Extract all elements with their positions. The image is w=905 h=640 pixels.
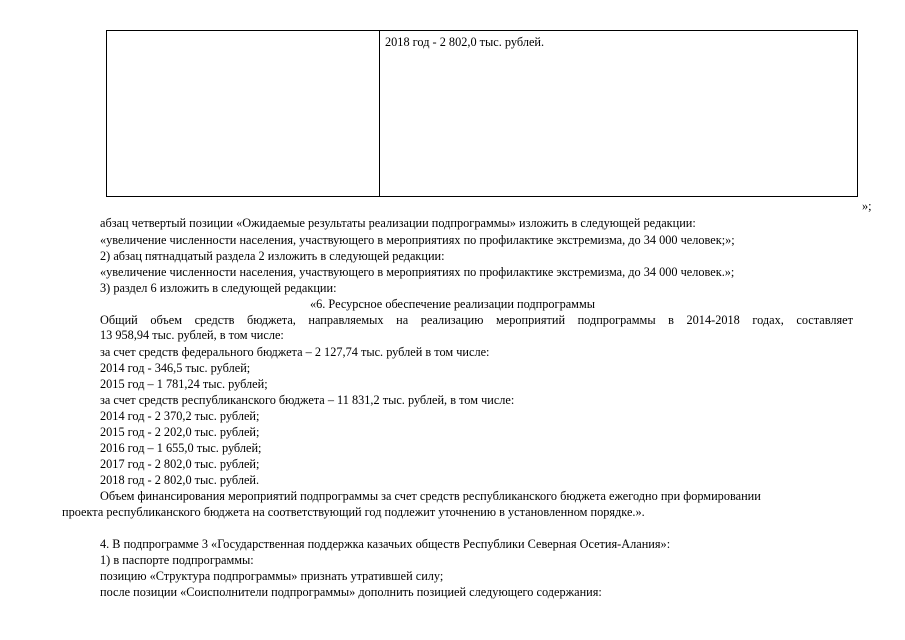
paragraph-line: проекта республиканского бюджета на соответствующий год подлежит уточнению в установленном порядке.».: [62, 505, 645, 519]
text-line: 4. В подпрограмме 3 «Государственная поддержка казачьих обществ Республики Северная Осетия-Алания»:: [100, 537, 671, 551]
text-line: 1) в паспорте подпрограммы:: [100, 553, 254, 567]
paragraph-line: Общий объем средств бюджета, направляемых на реализацию мероприятий подпрограммы в 2014-2018 годах, составляет: [100, 313, 853, 327]
text-line: 2015 год - 2 202,0 тыс. рублей;: [100, 425, 260, 439]
text-line: позицию «Структура подпрограммы» признать утратившей силу;: [100, 569, 444, 583]
closing-quote: »;: [862, 199, 872, 213]
text-line: 2017 год - 2 802,0 тыс. рублей;: [100, 457, 260, 471]
text-line: «увеличение численности населения, участвующего в мероприятиях по профилактике экстремизма, до 34 000 человек;»;: [100, 233, 735, 247]
text-line: абзац четвертый позиции «Ожидаемые результаты реализации подпрограммы» изложить в следующей редакции:: [100, 216, 696, 230]
text-line: «увеличение численности населения, участвующего в мероприятиях по профилактике экстремизма, до 34 000 человек.»;: [100, 265, 735, 279]
text-line: за счет средств республиканского бюджета – 11 831,2 тыс. рублей, в том числе:: [100, 393, 515, 407]
text-line: 2014 год - 2 370,2 тыс. рублей;: [100, 409, 260, 423]
paragraph-line: Объем финансирования мероприятий подпрограммы за счет средств республиканского бюджета ежегодно при формировании: [100, 489, 761, 503]
text-line: за счет средств федерального бюджета – 2 127,74 тыс. рублей в том числе:: [100, 345, 490, 359]
table-cell-funding-2018: 2018 год - 2 802,0 тыс. рублей.: [385, 35, 545, 49]
text-line: 2015 год – 1 781,24 тыс. рублей;: [100, 377, 268, 391]
table-column-divider: [379, 31, 380, 196]
text-line: после позиции «Соисполнители подпрограммы» дополнить позицией следующего содержания:: [100, 585, 602, 599]
text-line: 2) абзац пятнадцатый раздела 2 изложить в следующей редакции:: [100, 249, 445, 263]
text-line: 2016 год – 1 655,0 тыс. рублей;: [100, 441, 262, 455]
passport-table: [106, 30, 858, 197]
paragraph-line: 13 958,94 тыс. рублей, в том числе:: [100, 328, 284, 342]
text-line: 2014 год - 346,5 тыс. рублей;: [100, 361, 251, 375]
text-line: 3) раздел 6 изложить в следующей редакции:: [100, 281, 337, 295]
text-line: 2018 год - 2 802,0 тыс. рублей.: [100, 473, 260, 487]
section-heading: «6. Ресурсное обеспечение реализации подпрограммы: [309, 297, 596, 311]
